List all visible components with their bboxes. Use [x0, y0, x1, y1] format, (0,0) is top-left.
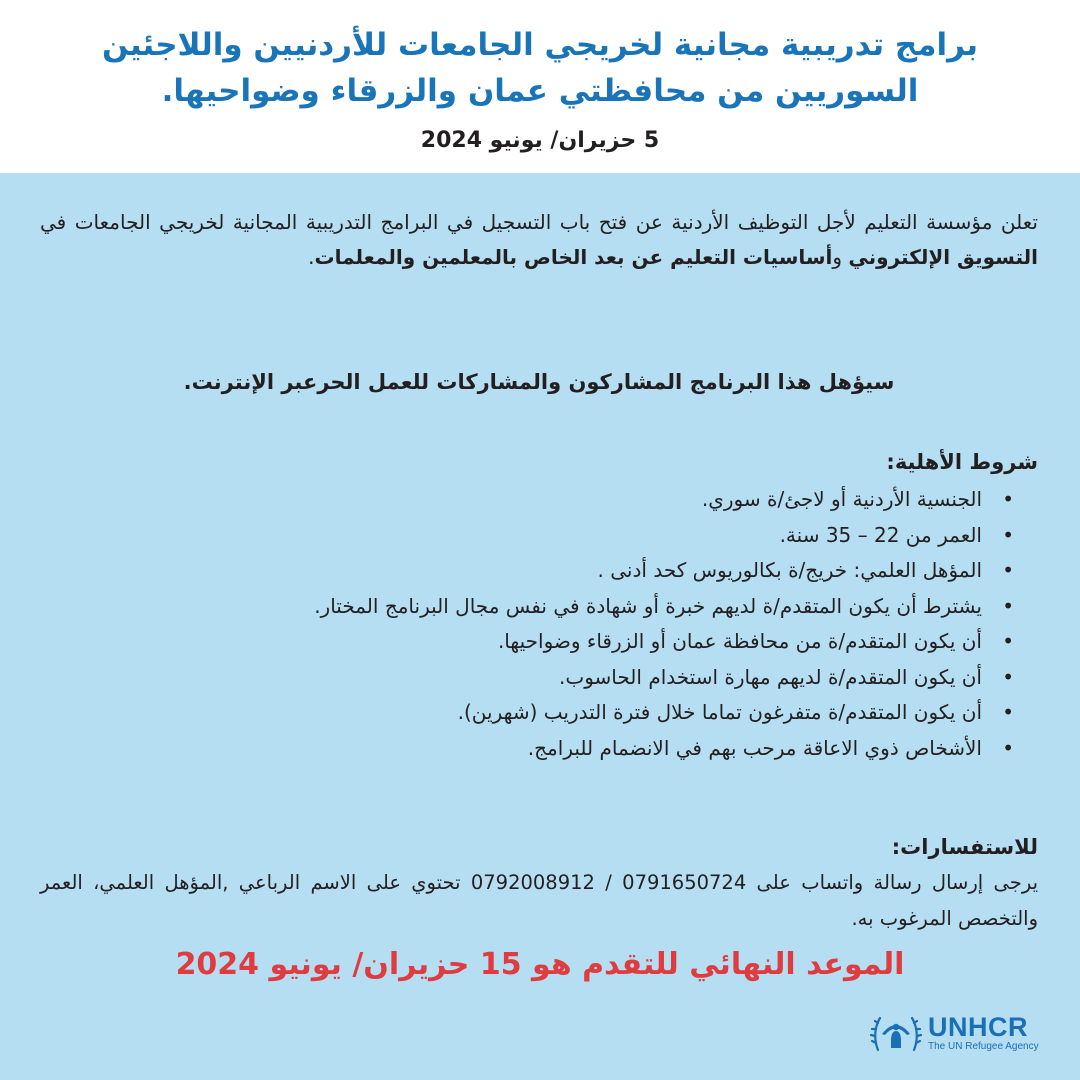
inquiries-title: للاستفسارات:: [891, 835, 1038, 859]
content-body: [40, 205, 1039, 930]
page-title: برامج تدريبية مجانية لخريجي الجامعات للأردنيين واللاجئين السوريين من محافظتي عمان والزرقاء وضواحيها.: [102, 27, 978, 109]
deadline-notice: الموعد النهائي للتقدم هو 15 حزيران/ يونيو 2024: [175, 947, 905, 982]
intro-program-remote-teaching: أساسيات التعليم عن بعد الخاص بالمعلمين والمعلمات: [314, 245, 833, 269]
eligibility-item: • أن يكون المتقدم/ة متفرغون تماما خلال فترة التدريب (شهرين).: [40, 695, 1038, 731]
eligibility-item: • الأشخاص ذوي الاعاقة مرحب بهم في الانضمام للبرامج.: [40, 731, 1038, 767]
intro-text-1: تعلن مؤسسة التعليم لأجل التوظيف الأردنية عن فتح باب التسجيل في البرامج التدريبية المجانية لخريجي الجامعات في: [40, 210, 1038, 234]
logo-text: [928, 1013, 1039, 1053]
announcement-date: 5 حزيران/ يونيو 2024: [420, 128, 660, 153]
eligibility-list: [40, 482, 1038, 766]
eligibility-item: • العمر من 22 – 35 سنة.: [40, 518, 1038, 554]
eligibility-item: • المؤهل العلمي: خريج/ة بكالوريوس كحد أدنى .: [40, 553, 1038, 589]
intro-paragraph: [40, 205, 1038, 275]
intro-text-3: .: [308, 245, 315, 269]
logo-name: UNHCR: [928, 1012, 1028, 1042]
logo-tagline: The UN Refugee Agency: [928, 1041, 1039, 1052]
highlight-statement: سيؤهل هذا البرنامج المشاركون والمشاركات للعمل الحرعبر الإنترنت.: [183, 370, 895, 394]
unhcr-emblem-icon: [870, 1010, 922, 1056]
intro-text-2: و: [832, 245, 849, 269]
eligibility-item: • أن يكون المتقدم/ة لديهم مهارة استخدام الحاسوب.: [40, 660, 1038, 696]
inquiries-text: يرجى إرسال رسالة واتساب على 0791650724 / 0792008912 تحتوي على الاسم الرباعي ,المؤهل العلمي، العمر والتخصص المرغوب به.: [40, 871, 1039, 930]
header: [0, 0, 1080, 173]
eligibility-title: شروط الأهلية:: [886, 450, 1038, 474]
eligibility-item: • يشترط أن يكون المتقدم/ة لديهم خبرة أو شهادة في نفس مجال البرنامج المختار.: [40, 589, 1038, 625]
unhcr-logo: [870, 1008, 1060, 1058]
intro-program-marketing: التسويق الإلكتروني: [848, 245, 1038, 269]
eligibility-item: • أن يكون المتقدم/ة من محافظة عمان أو الزرقاء وضواحيها.: [40, 624, 1038, 660]
eligibility-item: • الجنسية الأردنية أو لاجئ/ة سوري.: [40, 482, 1038, 518]
